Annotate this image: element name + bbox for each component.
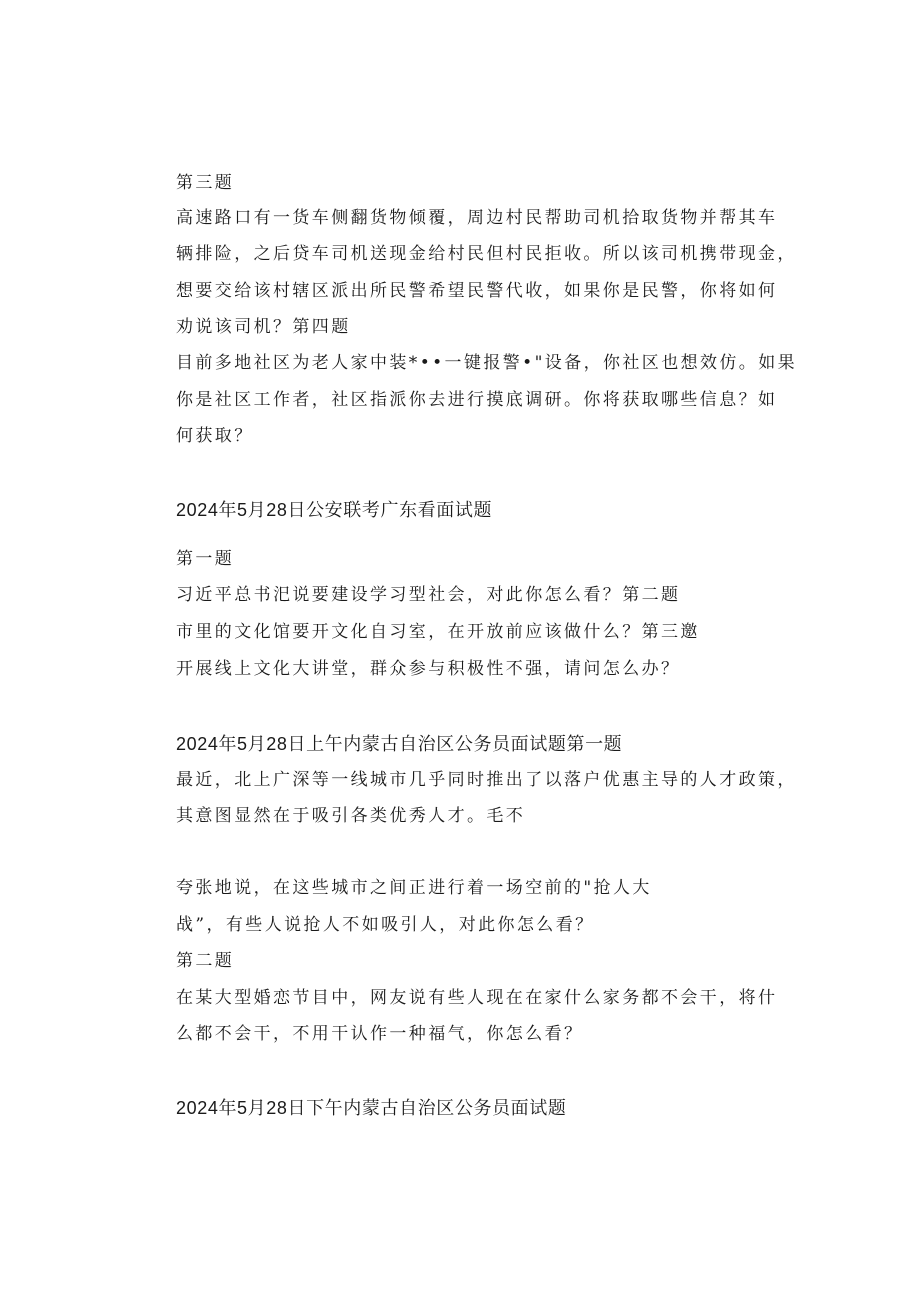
- text-line: 何获取？: [176, 426, 254, 446]
- text-line: 最近，北上广深等一线城市几乎同时推出了以落户优惠主导的人才政策，: [176, 770, 797, 790]
- text-line: 其意图显然在于吸引各类优秀人才。毛不: [176, 806, 526, 826]
- text-line: 在某大型婚恋节目中，网友说有些人现在在家什么家务都不会干，将什: [176, 988, 778, 1008]
- text-line: 你是社区工作者，社区指派你去进行摸底调研。你将获取哪些信息？如: [176, 390, 778, 410]
- text-line: 习近平总书汜说要建设学习型社会，对此你怎么看？第二题: [176, 585, 681, 605]
- section-heading: 2024年5月28日公安联考广东看面试题: [176, 500, 493, 520]
- question-label: 第二题: [176, 951, 235, 971]
- text-line: 开展线上文化大讲堂，群众参与积极性不强，请问怎么办？: [176, 659, 681, 679]
- question-label: 第一题: [176, 549, 235, 569]
- section-heading: 2024年5月28日上午内蒙古自治区公务员面试题第一题: [176, 734, 623, 754]
- text-line: 高速路口有一货车侧翻货物倾覆，周边村民帮助司机拾取货物并帮其车: [176, 208, 778, 228]
- text-line: 夸张地说，在这些城市之间正进行着一场空前的"抢人大: [176, 878, 652, 898]
- section-heading: 2024年5月28日下午内蒙古自治区公务员面试题: [176, 1098, 567, 1118]
- question-label: 第三题: [176, 173, 235, 193]
- text-line: 想要交给该村辖区派出所民警希望民警代收，如果你是民警，你将如何: [176, 281, 778, 301]
- text-line: 市里的文化馆要开文化自习室，在开放前应该做什么？第三邀: [176, 622, 700, 642]
- text-line: 劝说该司机？第四题: [176, 317, 351, 337]
- text-line: 目前多地社区为老人家中装*••一键报警•"设备，你社区也想效仿。如果: [176, 353, 797, 373]
- text-line: 么都不会干，不用干认作一种福气，你怎么看？: [176, 1024, 584, 1044]
- text-line: 辆排险，之后贷车司机送现金给村民但村民拒收。所以该司机携带现金，: [176, 244, 797, 264]
- text-line: 战”，有些人说抢人不如吸引人，对此你怎么看？: [176, 915, 595, 935]
